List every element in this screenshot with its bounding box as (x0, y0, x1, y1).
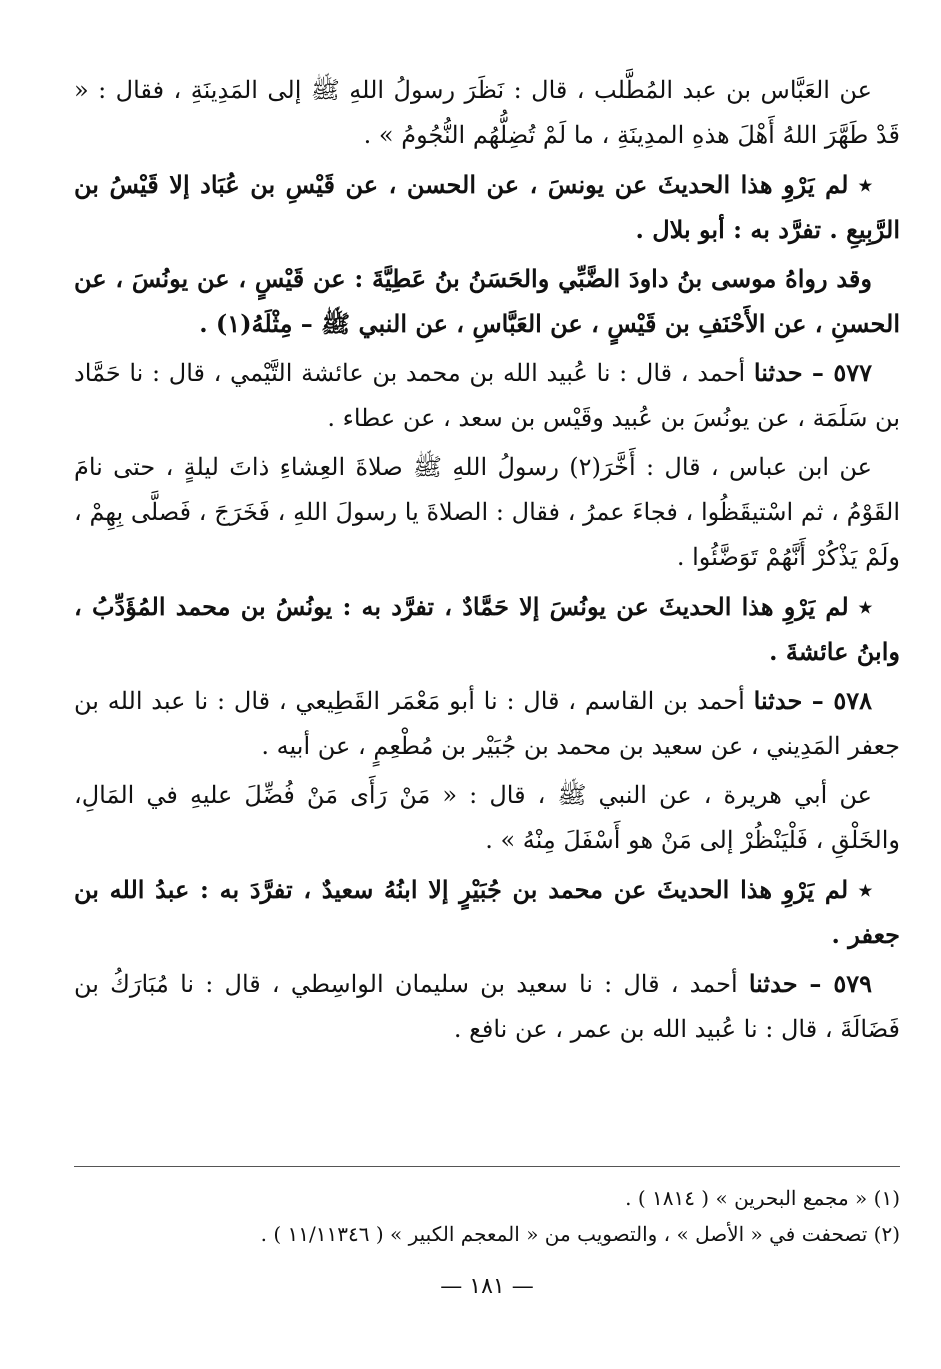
commentary-muhammad-ibn-jubayr: ٭ لم يَرْوِ هذا الحديثَ عن محمد بن جُبَيْرٍ إلا ابنُهُ سعيدٌ ، تفرَّدَ به : عبدُ الله بن جعفر . (74, 875, 900, 949)
hadith-dash: – (797, 969, 834, 998)
hadith-577-isnad (74, 350, 900, 445)
commentary-musa-ibn-dawud: وقد رواهُ موسى بنُ داودَ الضَّبِّي والحَسَنُ بنُ عَطِيَّةَ : عن قَيْسٍ ، عن يونُسَ ، عن الحسنِ ، عن الأَحْنَفِ بن قَيْسٍ ، عن العَبَّاسِ ، عن النبي ﷺ – مِثْلَهُ(١) . (74, 264, 900, 338)
hadith-577-matn: عن ابن عباس ، قال : أَخَّرَ(٢) رسولُ اللهِ ﷺ صلاةَ العِشاءِ ذاتَ ليلةٍ ، حتى نامَ القَوْمُ ، ثم اسْتيقَظُوا ، فجاءَ عمرُ ، فقال : الصلاةَ يا رسولَ اللهِ ، فَخَرَجَ ، فَصلَّى بِهِمْ ، ولَمْ يَذْكُرْ أَنَّهُمْ تَوَضَّئُوا . (74, 453, 901, 571)
hadith-number: ٥٧٧ (833, 358, 872, 387)
footnote-1: (١) « مجمع البحرين » ( ١٨١٤ ) . (625, 1186, 900, 1210)
footnotes (74, 1180, 900, 1252)
paragraph-abbas-narration: عن العَبَّاس بن عبد المُطَّلب ، قال : نَظَرَ رسولُ اللهِ ﷺ إلى المَدِينَةِ ، فقال : « قَدْ طَهَّرَ اللهُ أَهْلَ هذهِ المدِينَةِ ، ما لَمْ تُضِلُّهُم النُّجُومُ » . (74, 76, 900, 149)
hadith-number: ٥٧٨ (833, 686, 872, 715)
commentary-qays-ibn-rabi: ٭ لم يَرْوِ هذا الحديثَ عن يونسَ ، عن الحسن ، عن قَيْسِ بن عُبَاد إلا قَيْسُ بن الرَّبِيعِ . تفرَّد به : أبو بلال . (74, 170, 900, 244)
hadith-isnad-text: أحمد ، قال : نا عُبيد الله بن محمد بن عائشة التَّيْمي ، قال : نا حَمَّاد بن سَلَمَة ، عن يونُسَ بن عُبيد وقَيْس بن سعد ، عن عطاء . (74, 359, 900, 432)
footnote-divider (74, 1166, 900, 1167)
hadith-dash: – (802, 358, 834, 387)
hadith-isnad-text: أحمد بن القاسم ، قال : نا أبو مَعْمَر القَطِيعي ، قال : نا عبد الله بن جعفر المَدِيني ، عن سعيد بن محمد بن جُبَيْر بن مُطْعِمٍ ، عن أبيه . (74, 687, 900, 760)
page-number: — ١٨١ — (440, 1274, 534, 1299)
hadith-isnad-text: أحمد ، قال : نا سعيد بن سليمان الواسِطي ، قال : نا مُبَارَكُ بن فَضَالَةَ ، قال : نا عُبيد الله بن عمر ، عن نافع . (74, 970, 900, 1043)
hadith-lead: حدثنا (753, 686, 803, 715)
hadith-578-isnad (74, 678, 900, 773)
hadith-dash: – (802, 686, 834, 715)
commentary-hammad: ٭ لم يَرْوِ هذا الحديثَ عن يونُسَ إلا حَمَّادٌ ، تفرَّد به : يونُسُ بن محمد المُؤَدِّبُ ، وابنُ عائشةَ . (74, 592, 900, 666)
hadith-579-isnad (74, 961, 900, 1056)
hadith-lead: حدثنا (753, 358, 803, 387)
hadith-578-matn: عن أبي هريرة ، عن النبي ﷺ ، قال : « مَنْ رَأَى مَنْ فُضِّلَ عليهِ في المَالِ، والخَلْقِ ، فَلْيَنْظُرْ إلى مَنْ هو أَسْفَلَ مِنْهُ » . (74, 781, 900, 854)
footnote-2: (٢) تصحفت في « الأصل » ، والتصويب من « المعجم الكبير » ( ١١/١١٣٤٦ ) . (260, 1222, 900, 1246)
hadith-number: ٥٧٩ (833, 969, 873, 998)
hadith-lead: حدثنا (748, 969, 798, 998)
page-content (74, 68, 901, 1299)
